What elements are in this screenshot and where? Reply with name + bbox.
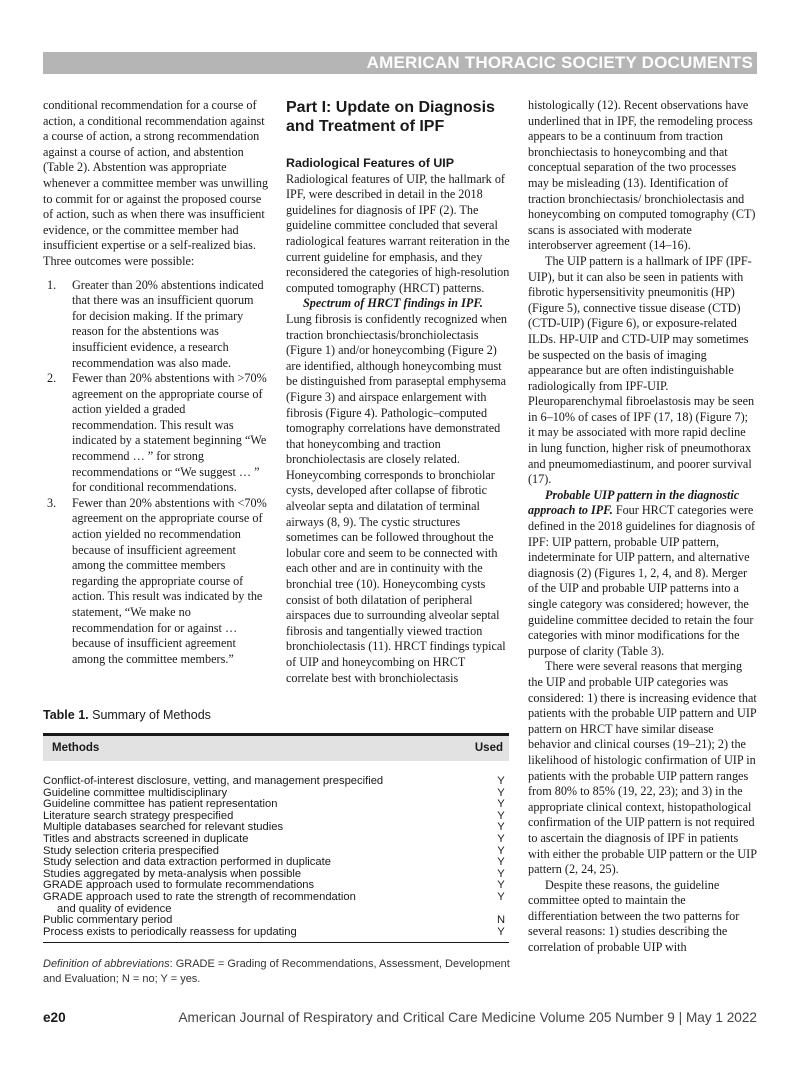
outcomes-list	[43, 278, 269, 668]
cell-method-line: GRADE approach used to rate the strength of recommendation	[43, 890, 356, 903]
cell-method: Titles and abstracts screened in duplicate	[43, 832, 249, 845]
list-text: Fewer than 20% abstentions with <70% agreement on the appropriate course of action yielded no recommendation because of insufficient agreement among the committee members regarding the appropriate course of action. This result was indicated by the statement, “We make no recommendation for or against … because of insufficient agreement among the committee members.”	[72, 495, 267, 666]
paragraph: Despite these reasons, the guideline committee opted to maintain the differentiation between the two patterns for several reasons: 1) studies describing the correlation of probable UIP with	[528, 877, 740, 955]
cell-used: Y	[497, 844, 505, 857]
cell-method	[43, 892, 493, 915]
cell-used: Y	[497, 879, 505, 892]
list-item	[43, 278, 269, 372]
column-3	[528, 98, 757, 956]
table-row	[43, 915, 509, 927]
section-banner	[43, 52, 757, 74]
column-2	[286, 98, 510, 686]
table-row	[43, 892, 509, 915]
cell-used: Y	[497, 821, 505, 834]
cell-method: Guideline committee has patient representation	[43, 798, 278, 811]
cell-method: Process exists to periodically reassess for updating	[43, 925, 297, 938]
column-header-methods: Methods	[52, 742, 100, 754]
table-row	[43, 834, 509, 846]
cell-used: Y	[497, 786, 505, 799]
list-item	[43, 496, 269, 668]
cell-method: Literature search strategy prespecified	[43, 809, 234, 822]
banner-title: AMERICAN THORACIC SOCIETY DOCUMENTS	[366, 53, 753, 72]
subheading: Radiological Features of UIP	[286, 156, 454, 170]
cell-used: Y	[497, 890, 505, 903]
column-1	[43, 98, 269, 667]
journal-citation: American Journal of Respiratory and Critical Care Medicine Volume 205 Number 9 | May 1 2022	[178, 1010, 757, 1025]
cell-used: Y	[497, 809, 505, 822]
cell-used: Y	[497, 775, 505, 787]
cell-used: Y	[497, 856, 505, 869]
paragraph	[528, 488, 757, 660]
cell-method: Studies aggregated by meta-analysis when possible	[43, 867, 302, 880]
table-footnote	[43, 957, 513, 986]
cell-method: Study selection criteria prespecified	[43, 844, 219, 857]
cell-method: Public commentary period	[43, 914, 173, 927]
footnote-text: : GRADE = Grading of Recommendations, Assessment, Development and Evaluation; N = no; Y = yes.	[43, 958, 510, 985]
column-header-used: Used	[474, 742, 503, 754]
list-item	[43, 371, 269, 496]
cell-method: GRADE approach used to formulate recommendations	[43, 879, 315, 892]
cell-method: Study selection and data extraction performed in duplicate	[43, 856, 331, 869]
cell-method: Multiple databases searched for relevant studies	[43, 821, 284, 834]
list-text: Greater than 20% abstentions indicated that there was an insufficient quorum for decision making. If the primary reason for the abstentions was insufficient evidence, a research recommendation was also made.	[72, 277, 264, 370]
run-in-heading: Spectrum of HRCT findings in IPF.	[303, 296, 483, 311]
cell-method: Conflict-of-interest disclosure, vetting, and management prespecified	[43, 775, 384, 787]
table-bottom-rule	[43, 942, 509, 943]
paragraph: conditional recommendation for a course of action, a conditional recommendation against a course of action, a strong recommendation against a course of action, and abstention (Table 2). Abstention was appropriate whenever a committee member was unwilling to commit for or against the proposed course of action, such as when there was insufficient evidence, or the committee member had insufficient expertise or a self-realized bias. Three outcomes were possible:	[43, 98, 269, 268]
table-row	[43, 857, 509, 869]
table-caption	[43, 708, 211, 722]
table-header	[43, 736, 509, 761]
cell-used: N	[496, 914, 506, 927]
list-text: Fewer than 20% abstentions with >70% agreement on the appropriate course of action yielded a graded recommendation. This result was indicated by a statement beginning “We recommend … ” for strong recommendations or “We suggest … ” for conditional recommendations.	[72, 371, 267, 495]
page-number: e20	[43, 1010, 66, 1025]
cell-method-continuation: and quality of evidence	[57, 902, 172, 915]
run-in-heading: Probable UIP pattern in the diagnostic approach to IPF.	[528, 487, 740, 518]
table-row	[43, 927, 509, 939]
paragraph-text: Lung fibrosis is confidently recognized when traction bronchiectasis/bronchiolectasis (Figure 1) and/or honeycombing (Figure 2) are identified, although honeycombing must be distinguished from paraseptal emphysema (Figure 3) and airspace enlargement with fibrosis (Figure 4). Pathologic–computed tomography correlations have demonstrated that honeycombing and traction bronchiolectasis are closely related. Honeycombing corresponds to bronchiolar cysts, developed after collapse of fibrotic alveolar septa and dilatation of terminal airways (8, 9). The cystic structures sometimes can be followed throughout the lobular core and seem to be connected with each other and are in continuity with the bronchial tree (10). Honeycombing cysts consist of both dilatation of peripheral airspaces due to surrounding alveolar septal fibrosis and tangentially viewed traction bronchiolectasis (11). HRCT findings typical of UIP and honeycombing on HRCT correlate best with bronchiolectasis	[286, 311, 508, 685]
table-row	[43, 776, 509, 788]
paragraph-text: Four HRCT categories were defined in the 2018 guidelines for diagnosis of IPF: UIP pattern, probable UIP pattern, indeterminate for UIP pattern, and alternative diagnosis (2) (Figures 1, 2, 4, and 8). Merger of the UIP and probable UIP patterns into a single category was considered; however, the guideline committee decided to retain the four categories with minor modifications for the purpose of clarity (Table 3).	[528, 503, 756, 658]
section-title: Part I: Update on Diagnosis and Treatment of IPF	[286, 99, 495, 135]
cell-method: Guideline committee multidisciplinary	[43, 786, 228, 799]
list-number: 2.	[47, 371, 57, 386]
table-title: Summary of Methods	[92, 708, 211, 722]
table-label: Table 1.	[43, 708, 89, 722]
paragraph: There were several reasons that merging the UIP and probable UIP categories was considered: 1) there is increasing evidence that patients with the probable UIP pattern and UIP pattern on HRCT have similar disease behavior and clinical courses (19–21); 2) the likelihood of histologic confirmation of UIP in patients with the probable UIP pattern ranges from 80% to 85% (19, 22, 23); and 3) in the appropriate clinical context, histopathological confirmation of the UIP pattern is not required to ascertain the diagnosis of IPF in patients with either the probable UIP pattern or the UIP pattern (2, 24, 25).	[528, 659, 757, 877]
paragraph	[286, 296, 510, 686]
list-number: 1.	[47, 277, 57, 292]
paragraph: histologically (12). Recent observations have underlined that in IPF, the remodeling process appears to be a continuum from traction bronchiectasis to honeycombing and that conceptual separation of the two processes may be misleading (13). Identification of traction bronchiectasis/ bronchiolectasis and honeycombing on computed tomography (CT) scans is associated with moderate interobserver agreement (14–16).	[528, 98, 756, 253]
cell-used: Y	[497, 798, 505, 811]
cell-used: Y	[497, 832, 505, 845]
methods-table	[43, 733, 509, 943]
table-body	[43, 761, 509, 938]
footnote-label: Definition of abbreviations	[43, 958, 170, 970]
cell-used: Y	[497, 867, 505, 880]
paragraph: The UIP pattern is a hallmark of IPF (IPF-UIP), but it can also be seen in patients with fibrotic hypersensitivity pneumonitis (HP) (Figure 5), connective tissue disease (CTD) (CTD-UIP) (Figure 6), or exposure-related ILDs. HP-UIP and CTD-UIP may sometimes be suspected on the basis of imaging appearance but are often indistinguishable radiologically from IPF-UIP. Pleuroparenchymal fibroelastosis may be seen in 6–10% of cases of IPF (17, 18) (Figure 7); it may be associated with more rapid decline in lung function, higher risk of pneumothorax and pneumomediastinum, and poorer survival (17).	[528, 253, 755, 487]
cell-used: Y	[497, 925, 505, 938]
list-number: 3.	[47, 495, 57, 510]
paragraph: Radiological features of UIP, the hallmark of IPF, were described in detail in the 2018 guidelines for diagnosis of IPF (2). The guideline committee concluded that several radiological features warrant reiteration in the current guideline for emphasis, and they reconsidered the categories of high-resolution computed tomography (HRCT) patterns.	[286, 171, 510, 295]
